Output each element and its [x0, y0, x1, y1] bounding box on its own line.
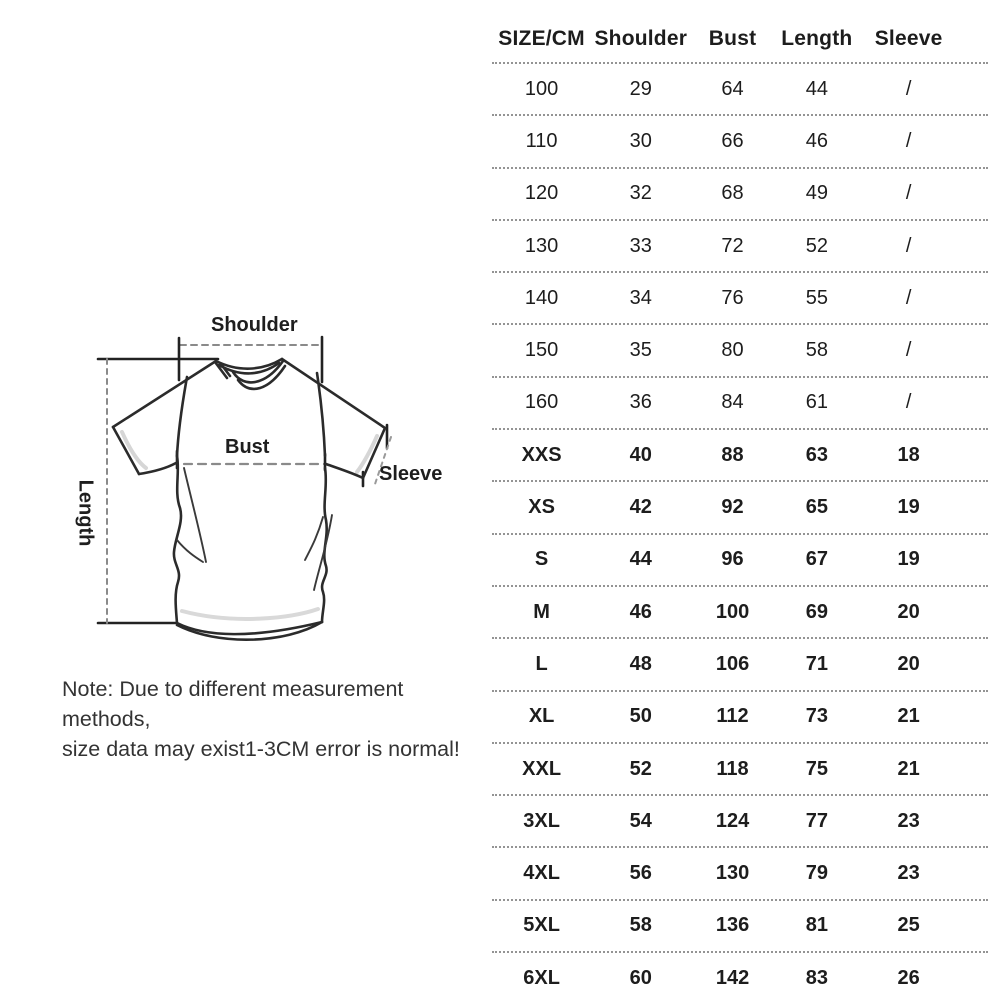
cell-size: 3XL — [523, 809, 560, 832]
cell-size: 6XL — [523, 966, 560, 989]
cell-size: XXL — [522, 757, 562, 780]
cell-sleeve: / — [905, 234, 912, 257]
cell-size: 4XL — [523, 862, 560, 885]
table-row — [492, 430, 988, 482]
cell-sleeve: 19 — [897, 496, 920, 519]
cell-length: 44 — [805, 77, 828, 100]
cell-shoulder: 48 — [629, 652, 652, 675]
tshirt-outline — [113, 359, 385, 640]
header-cell-length: Length — [781, 27, 853, 50]
cell-size: 100 — [524, 77, 559, 100]
table-row — [492, 325, 988, 377]
cell-bust: 92 — [721, 496, 744, 519]
cell-length: 63 — [805, 443, 828, 466]
cell-length: 79 — [805, 862, 828, 885]
cell-shoulder: 46 — [629, 600, 652, 623]
note-line-1: Note: Due to different measurement methods, — [62, 677, 404, 732]
table-row — [492, 482, 988, 534]
cell-shoulder: 29 — [629, 77, 652, 100]
header-cell-bust: Bust — [708, 27, 757, 50]
cell-bust: 136 — [715, 914, 750, 937]
header-cell-shoulder: Shoulder — [594, 27, 688, 50]
cell-size: L — [535, 652, 548, 675]
sleeve-measure-label: Sleeve — [379, 463, 443, 485]
table-row — [492, 587, 988, 639]
length-measure-label: Length — [74, 479, 97, 547]
cell-length: 73 — [805, 705, 828, 728]
cell-bust: 96 — [721, 548, 744, 571]
cell-shoulder: 33 — [629, 234, 652, 257]
tshirt-wrinkles — [177, 468, 332, 590]
table-header-row — [492, 16, 988, 64]
header-cell-sleeve: Sleeve — [874, 27, 943, 50]
table-row — [492, 378, 988, 430]
cell-sleeve: 18 — [897, 443, 920, 466]
cell-size: 5XL — [523, 914, 560, 937]
cell-shoulder: 34 — [629, 286, 652, 309]
table-row — [492, 64, 988, 116]
cell-sleeve: 21 — [897, 757, 920, 780]
cell-length: 81 — [805, 914, 828, 937]
shoulder-measure-label: Shoulder — [211, 314, 298, 336]
cell-shoulder: 50 — [629, 705, 652, 728]
size-table-body — [492, 64, 988, 1000]
cell-length: 71 — [805, 652, 828, 675]
header-cell-size-cm: SIZE/CM — [498, 27, 585, 50]
cell-length: 69 — [805, 600, 828, 623]
hem-shade — [182, 609, 318, 619]
cell-shoulder: 44 — [629, 548, 652, 571]
cell-shoulder: 58 — [629, 914, 652, 937]
cell-length: 55 — [805, 286, 828, 309]
cell-size: 160 — [524, 391, 559, 414]
cell-bust: 84 — [721, 391, 744, 414]
table-row — [492, 901, 988, 953]
cell-size: 140 — [524, 286, 559, 309]
size-table — [492, 16, 988, 1000]
table-row — [492, 116, 988, 168]
cell-bust: 106 — [715, 652, 750, 675]
cell-size: XS — [528, 496, 555, 519]
cell-size: 110 — [525, 129, 558, 152]
cell-length: 52 — [805, 234, 828, 257]
table-row — [492, 639, 988, 691]
cell-bust: 100 — [715, 600, 750, 623]
cell-sleeve: / — [905, 182, 912, 205]
cell-sleeve: 25 — [897, 914, 920, 937]
cell-shoulder: 60 — [629, 966, 652, 989]
cell-shoulder: 52 — [629, 757, 652, 780]
cell-shoulder: 54 — [629, 809, 652, 832]
cell-length: 77 — [805, 809, 828, 832]
cell-length: 65 — [805, 496, 828, 519]
cell-size: 130 — [524, 234, 559, 257]
cell-bust: 88 — [721, 443, 744, 466]
cell-size: XXS — [521, 443, 562, 466]
cell-size: S — [534, 548, 549, 571]
cell-shoulder: 42 — [629, 496, 652, 519]
cell-sleeve: / — [905, 77, 912, 100]
cell-shoulder: 30 — [629, 129, 652, 152]
table-row — [492, 221, 988, 273]
cell-bust: 68 — [721, 182, 744, 205]
cell-size: 150 — [524, 339, 559, 362]
table-row — [492, 535, 988, 587]
table-row — [492, 692, 988, 744]
cell-sleeve: 20 — [897, 652, 920, 675]
cell-bust: 66 — [721, 129, 744, 152]
cell-size: XL — [528, 705, 555, 728]
cell-sleeve: 21 — [897, 705, 920, 728]
cell-length: 49 — [805, 182, 828, 205]
cell-shoulder: 32 — [629, 182, 652, 205]
cell-length: 75 — [805, 757, 828, 780]
cell-length: 46 — [805, 129, 828, 152]
cell-sleeve: / — [905, 391, 912, 414]
cell-sleeve: / — [905, 286, 912, 309]
table-row — [492, 953, 988, 1000]
cell-shoulder: 36 — [629, 391, 652, 414]
bust-measure-label: Bust — [225, 436, 270, 458]
cell-bust: 124 — [715, 809, 750, 832]
table-row — [492, 744, 988, 796]
cell-sleeve: 23 — [897, 862, 920, 885]
cell-bust: 64 — [721, 77, 744, 100]
cell-sleeve: 23 — [897, 809, 920, 832]
cell-bust: 118 — [716, 757, 749, 780]
table-row — [492, 796, 988, 848]
cell-bust: 76 — [721, 286, 744, 309]
table-row — [492, 169, 988, 221]
cell-sleeve: / — [905, 339, 912, 362]
cell-sleeve: / — [905, 129, 912, 152]
cell-bust: 80 — [721, 339, 744, 362]
cell-sleeve: 19 — [897, 548, 920, 571]
cell-length: 83 — [805, 966, 828, 989]
cell-shoulder: 40 — [629, 443, 652, 466]
cell-bust: 130 — [715, 862, 750, 885]
cell-bust: 142 — [715, 966, 750, 989]
cell-length: 58 — [805, 339, 828, 362]
cell-sleeve: 20 — [897, 600, 920, 623]
note-line-2: size data may exist1-3CM error is normal! — [62, 737, 460, 762]
cell-sleeve: 26 — [897, 966, 920, 989]
cell-length: 61 — [805, 391, 828, 414]
cell-shoulder: 35 — [629, 339, 652, 362]
table-row — [492, 848, 988, 900]
cell-size: M — [533, 600, 550, 623]
cell-bust: 112 — [716, 705, 749, 728]
table-row — [492, 273, 988, 325]
cell-bust: 72 — [721, 234, 744, 257]
cell-shoulder: 56 — [629, 862, 652, 885]
cell-size: 120 — [524, 182, 559, 205]
measurement-note — [62, 674, 472, 764]
cell-length: 67 — [805, 548, 828, 571]
